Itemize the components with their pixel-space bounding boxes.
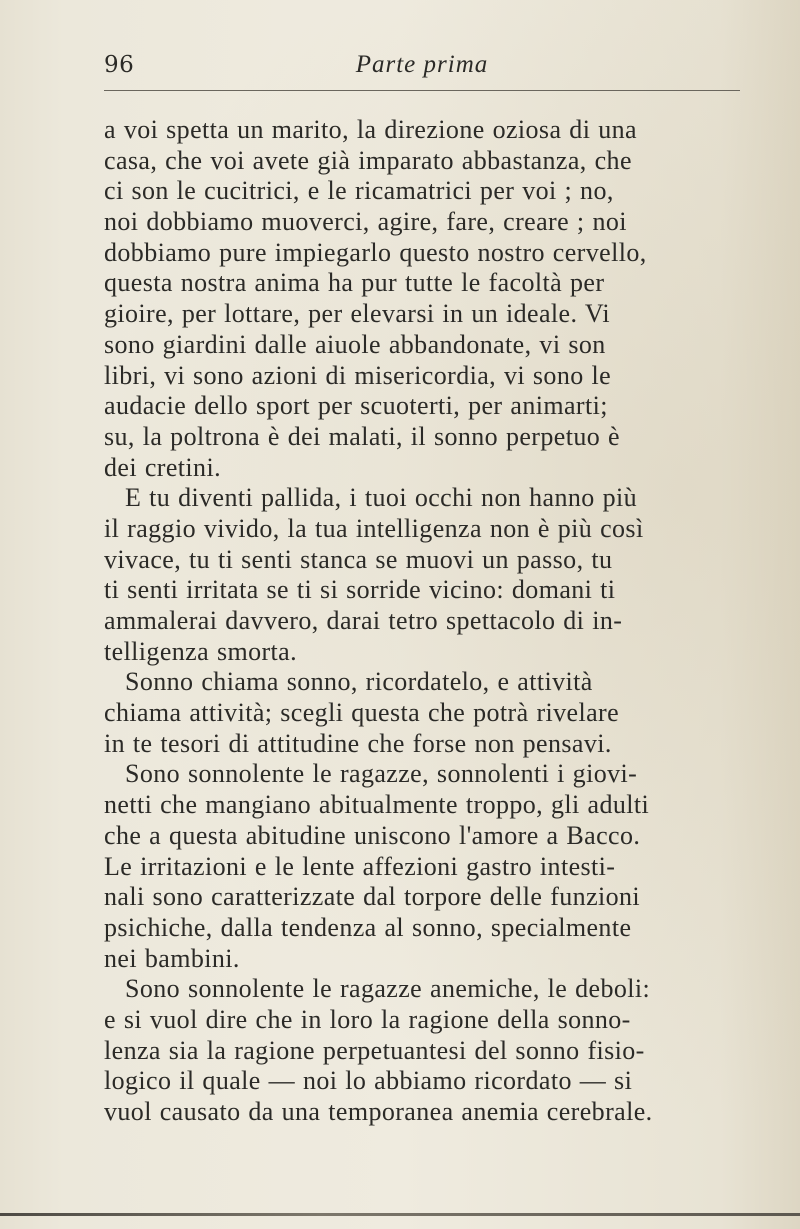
- text-line: casa, che voi avete già imparato abbastanza, che: [104, 145, 632, 175]
- text-line: lenza sia la ragione perpetuantesi del sonno fisio-: [104, 1035, 645, 1065]
- text-line: il raggio vivido, la tua intelligenza non è più così: [104, 513, 644, 543]
- text-line: a voi spetta un marito, la direzione oziosa di una: [104, 115, 637, 144]
- text-line: Sonno chiama sonno, ricordatelo, e attività: [125, 667, 593, 697]
- text-line: netti che mangiano abitualmente troppo, gli adulti: [104, 790, 650, 820]
- text-line: dobbiamo pure impiegarlo questo nostro cervello,: [104, 237, 647, 267]
- text-line: noi dobbiamo muoverci, agire, fare, creare ; noi: [104, 207, 627, 237]
- text-line: ammalerai davvero, darai tetro spettacolo di in-: [104, 606, 623, 635]
- text-line: telligenza smorta.: [104, 636, 298, 666]
- text-line: che a questa abitudine uniscono l'amore a Bacco.: [104, 820, 641, 850]
- text-line: vivace, tu ti senti stanca se muovi un passo, tu: [104, 544, 613, 574]
- text-line: nei bambini.: [104, 943, 240, 973]
- running-title: Parte prima: [355, 51, 489, 78]
- text-line: Sono sonnolente le ragazze, sonnolenti i giovi-: [125, 759, 638, 789]
- text-line: questa nostra anima ha pur tutte le facoltà per: [104, 268, 605, 298]
- text-line: su, la poltrona è dei malati, il sonno perpetuo è: [104, 421, 620, 451]
- text-line: sono giardini dalle aiuole abbandonate, vi son: [104, 329, 606, 359]
- text-line: ti senti irritata se ti si sorride vicino: domani ti: [104, 575, 616, 605]
- text-line: e si vuol dire che in loro la ragione della sonno-: [104, 1004, 631, 1034]
- text-line: ci son le cucitrici, e le ricamatrici per voi ; no,: [104, 176, 614, 206]
- page-number: 96: [104, 52, 135, 78]
- text-line: Le irritazioni e le lente affezioni gastro intesti-: [104, 851, 616, 881]
- text-line: E tu diventi pallida, i tuoi occhi non hanno più: [125, 483, 638, 513]
- text-line: nali sono caratterizzate dal torpore delle funzioni: [104, 882, 641, 912]
- text-line: gioire, per lottare, per elevarsi in un ideale. Vi: [104, 299, 611, 329]
- page-header: [104, 40, 740, 91]
- text-line: chiama attività; scegli questa che potrà rivelare: [104, 698, 620, 728]
- text-line: Sono sonnolente le ragazze anemiche, le deboli:: [125, 974, 651, 1004]
- body-text: [104, 115, 760, 1128]
- text-line: psichiche, dalla tendenza al sonno, specialmente: [104, 912, 632, 942]
- bottom-edge-rule: [0, 1213, 800, 1216]
- text-line: libri, vi sono azioni di misericordia, vi sono le: [104, 360, 612, 390]
- text-line: in te tesori di attitudine che forse non pensavi.: [104, 728, 612, 758]
- text-line: audacie dello sport per scuoterti, per animarti;: [104, 391, 608, 421]
- text-line: logico il quale — noi lo abbiamo ricordato — si: [104, 1066, 633, 1096]
- text-line: vuol causato da una temporanea anemia cerebrale.: [104, 1097, 653, 1126]
- text-line: dei cretini.: [104, 452, 221, 482]
